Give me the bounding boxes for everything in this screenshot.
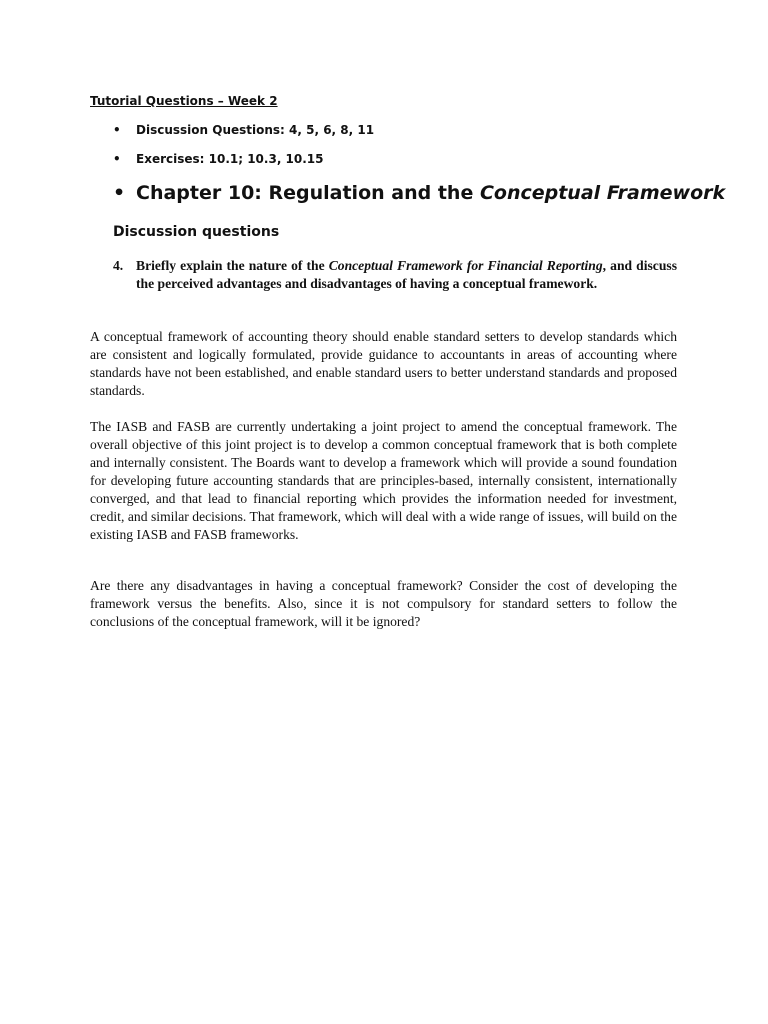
assignment-item-discussion (113, 123, 374, 137)
section-heading: Discussion questions (113, 224, 280, 240)
question-number: 4. (113, 258, 124, 273)
answer-paragraph: Are there any disadvantages in having a conceptual framework? Consider the cost of developing the framework versus the benefits. Also, since it is not compulsory for standard setters to follow the conclusions of the conceptual framework, will it be ignored? (90, 578, 677, 629)
question-text (136, 257, 677, 293)
question-text-before: Briefly explain the nature of the (136, 258, 329, 273)
assignment-item-exercises (113, 152, 324, 166)
question-text-italic: Conceptual Framework for Financial Reporting (328, 258, 603, 273)
bullet-icon: • (113, 152, 121, 166)
tutorial-title: Tutorial Questions – Week 2 (90, 94, 278, 108)
answer-paragraph: A conceptual framework of accounting theory should enable standard setters to develop standards which are consistent and logically formulated, provide guidance to accountants in areas of accounting where standards have not been established, and enable standard users to better understand standards and proposed standards. (90, 329, 677, 398)
chapter-title-italic: Conceptual Framework (479, 182, 726, 204)
question-item (113, 257, 677, 293)
question-text-after: , and discuss the perceived advantages and disadvantages of having a conceptual framework. (136, 258, 677, 291)
chapter-heading (113, 182, 725, 204)
chapter-title-prefix: Chapter 10: Regulation and the (136, 182, 480, 204)
bullet-icon: • (113, 182, 126, 204)
assignment-text: Discussion Questions: 4, 5, 6, 8, 11 (136, 123, 375, 137)
assignment-text: Exercises: 10.1; 10.3, 10.15 (136, 152, 324, 166)
bullet-icon: • (113, 123, 121, 137)
answer-paragraph: The IASB and FASB are currently undertaking a joint project to amend the conceptual framework. The overall objective of this joint project is to develop a common conceptual framework that is both complete and internally consistent. The Boards want to develop a framework which will provide a sound foundation for developing future accounting standards that are principles-based, internally consistent, internationally converged, and that lead to financial reporting which provides the information needed for investment, credit, and similar decisions. That framework, which will deal with a wide range of issues, will build on the existing IASB and FASB frameworks. (90, 419, 677, 542)
